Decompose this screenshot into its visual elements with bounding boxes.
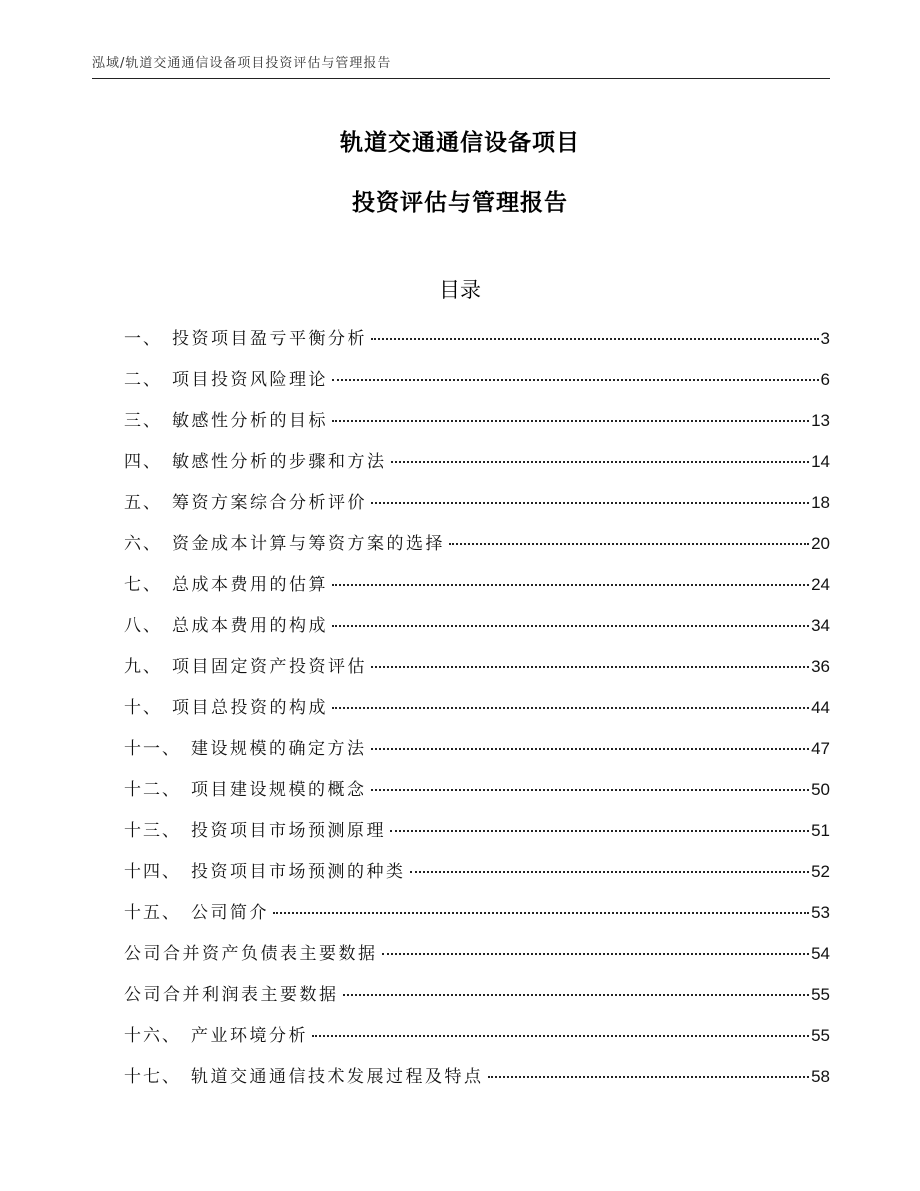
toc-entry-number: 二、 [124, 370, 162, 390]
toc-dot-leader [371, 748, 810, 750]
toc-entry-number: 七、 [124, 575, 162, 595]
toc-dot-leader [382, 953, 810, 955]
toc-entry-page: 24 [811, 575, 830, 594]
toc-entry-title: 筹资方案综合分析评价 [172, 493, 367, 513]
toc-entry-title: 敏感性分析的目标 [172, 411, 328, 431]
toc-entry-page: 44 [811, 698, 830, 717]
toc-dot-leader [371, 502, 809, 504]
toc-dot-leader [371, 789, 810, 791]
toc-entry[interactable] [124, 1021, 830, 1062]
toc-entry-page: 55 [811, 1026, 830, 1045]
toc-entry-title: 公司简介 [191, 903, 269, 923]
toc-entry[interactable] [124, 652, 830, 693]
toc-entry-title: 公司合并利润表主要数据 [124, 985, 339, 1005]
toc-dot-leader [343, 994, 810, 996]
toc-entry-title: 项目总投资的构成 [172, 698, 328, 718]
toc-entry[interactable] [124, 529, 830, 570]
toc-dot-leader [332, 584, 809, 586]
toc-dot-leader [312, 1035, 809, 1037]
toc-entry[interactable] [124, 488, 830, 529]
toc-entry-page: 3 [820, 329, 830, 348]
toc-entry[interactable] [124, 447, 830, 488]
toc-entry-title: 敏感性分析的步骤和方法 [172, 452, 387, 472]
toc-entry-page: 51 [811, 821, 830, 840]
toc-entry-page: 55 [811, 985, 830, 1004]
toc-entry-number: 十五、 [124, 903, 181, 923]
toc-entry-title: 项目固定资产投资评估 [172, 657, 367, 677]
toc-entry-page: 13 [811, 411, 830, 430]
toc-entry-number: 十三、 [124, 821, 181, 841]
toc-entry-title: 投资项目盈亏平衡分析 [172, 329, 367, 349]
toc-entry-page: 58 [811, 1067, 830, 1086]
toc-entry-page: 20 [811, 534, 830, 553]
toc-dot-leader [371, 666, 809, 668]
toc-entry-number: 十七、 [124, 1067, 181, 1087]
toc-entry[interactable] [124, 734, 830, 775]
toc-entry-page: 53 [811, 903, 830, 922]
toc-entry-title: 总成本费用的估算 [172, 575, 328, 595]
toc-entry[interactable] [124, 570, 830, 611]
toc-entry-number: 三、 [124, 411, 162, 431]
toc-entry-number: 十、 [124, 698, 162, 718]
toc-entry-number: 一、 [124, 329, 162, 349]
table-of-contents [124, 324, 830, 1103]
toc-entry[interactable] [124, 898, 830, 939]
toc-entry[interactable] [124, 365, 830, 406]
toc-entry-title: 轨道交通通信技术发展过程及特点 [191, 1067, 484, 1087]
toc-entry-title: 投资项目市场预测原理 [191, 821, 386, 841]
toc-dot-leader [332, 625, 809, 627]
toc-dot-leader [390, 830, 809, 832]
toc-dot-leader [332, 420, 809, 422]
toc-entry-number: 六、 [124, 534, 162, 554]
toc-dot-leader [273, 912, 809, 914]
toc-entry[interactable] [124, 775, 830, 816]
document-title-line-1: 轨道交通通信设备项目 [340, 130, 580, 156]
toc-dot-leader [332, 379, 819, 381]
toc-entry-number: 十二、 [124, 780, 181, 800]
toc-entry-title: 产业环境分析 [191, 1026, 308, 1046]
toc-dot-leader [488, 1076, 810, 1078]
toc-entry[interactable] [124, 980, 830, 1021]
toc-heading: 目录 [439, 278, 481, 302]
toc-entry-title: 总成本费用的构成 [172, 616, 328, 636]
toc-dot-leader [332, 707, 809, 709]
toc-entry-number: 五、 [124, 493, 162, 513]
toc-entry-title: 公司合并资产负债表主要数据 [124, 944, 378, 964]
toc-entry[interactable] [124, 1062, 830, 1103]
toc-dot-leader [410, 871, 810, 873]
toc-dot-leader [391, 461, 810, 463]
toc-entry[interactable] [124, 693, 830, 734]
toc-dot-leader [371, 338, 819, 340]
toc-dot-leader [449, 543, 809, 545]
toc-entry[interactable] [124, 611, 830, 652]
toc-entry-number: 十一、 [124, 739, 181, 759]
toc-entry-title: 建设规模的确定方法 [191, 739, 367, 759]
document-title-line-2: 投资评估与管理报告 [352, 190, 568, 216]
toc-entry-page: 52 [811, 862, 830, 881]
toc-entry-title: 项目投资风险理论 [172, 370, 328, 390]
toc-entry-number: 八、 [124, 616, 162, 636]
toc-entry[interactable] [124, 857, 830, 898]
toc-entry-page: 36 [811, 657, 830, 676]
toc-entry-title: 项目建设规模的概念 [191, 780, 367, 800]
toc-entry[interactable] [124, 324, 830, 365]
toc-entry-page: 54 [811, 944, 830, 963]
toc-entry-number: 四、 [124, 452, 162, 472]
toc-entry-page: 18 [811, 493, 830, 512]
toc-entry-page: 6 [820, 370, 830, 389]
toc-entry[interactable] [124, 816, 830, 857]
toc-entry-number: 九、 [124, 657, 162, 677]
toc-entry-title: 投资项目市场预测的种类 [191, 862, 406, 882]
running-header: 泓域/轨道交通通信设备项目投资评估与管理报告 [92, 52, 830, 79]
toc-entry[interactable] [124, 406, 830, 447]
toc-entry-page: 50 [811, 780, 830, 799]
toc-entry[interactable] [124, 939, 830, 980]
toc-entry-page: 14 [811, 452, 830, 471]
toc-entry-number: 十六、 [124, 1026, 181, 1046]
toc-entry-page: 34 [811, 616, 830, 635]
toc-entry-page: 47 [811, 739, 830, 758]
toc-entry-number: 十四、 [124, 862, 181, 882]
toc-entry-title: 资金成本计算与筹资方案的选择 [172, 534, 445, 554]
